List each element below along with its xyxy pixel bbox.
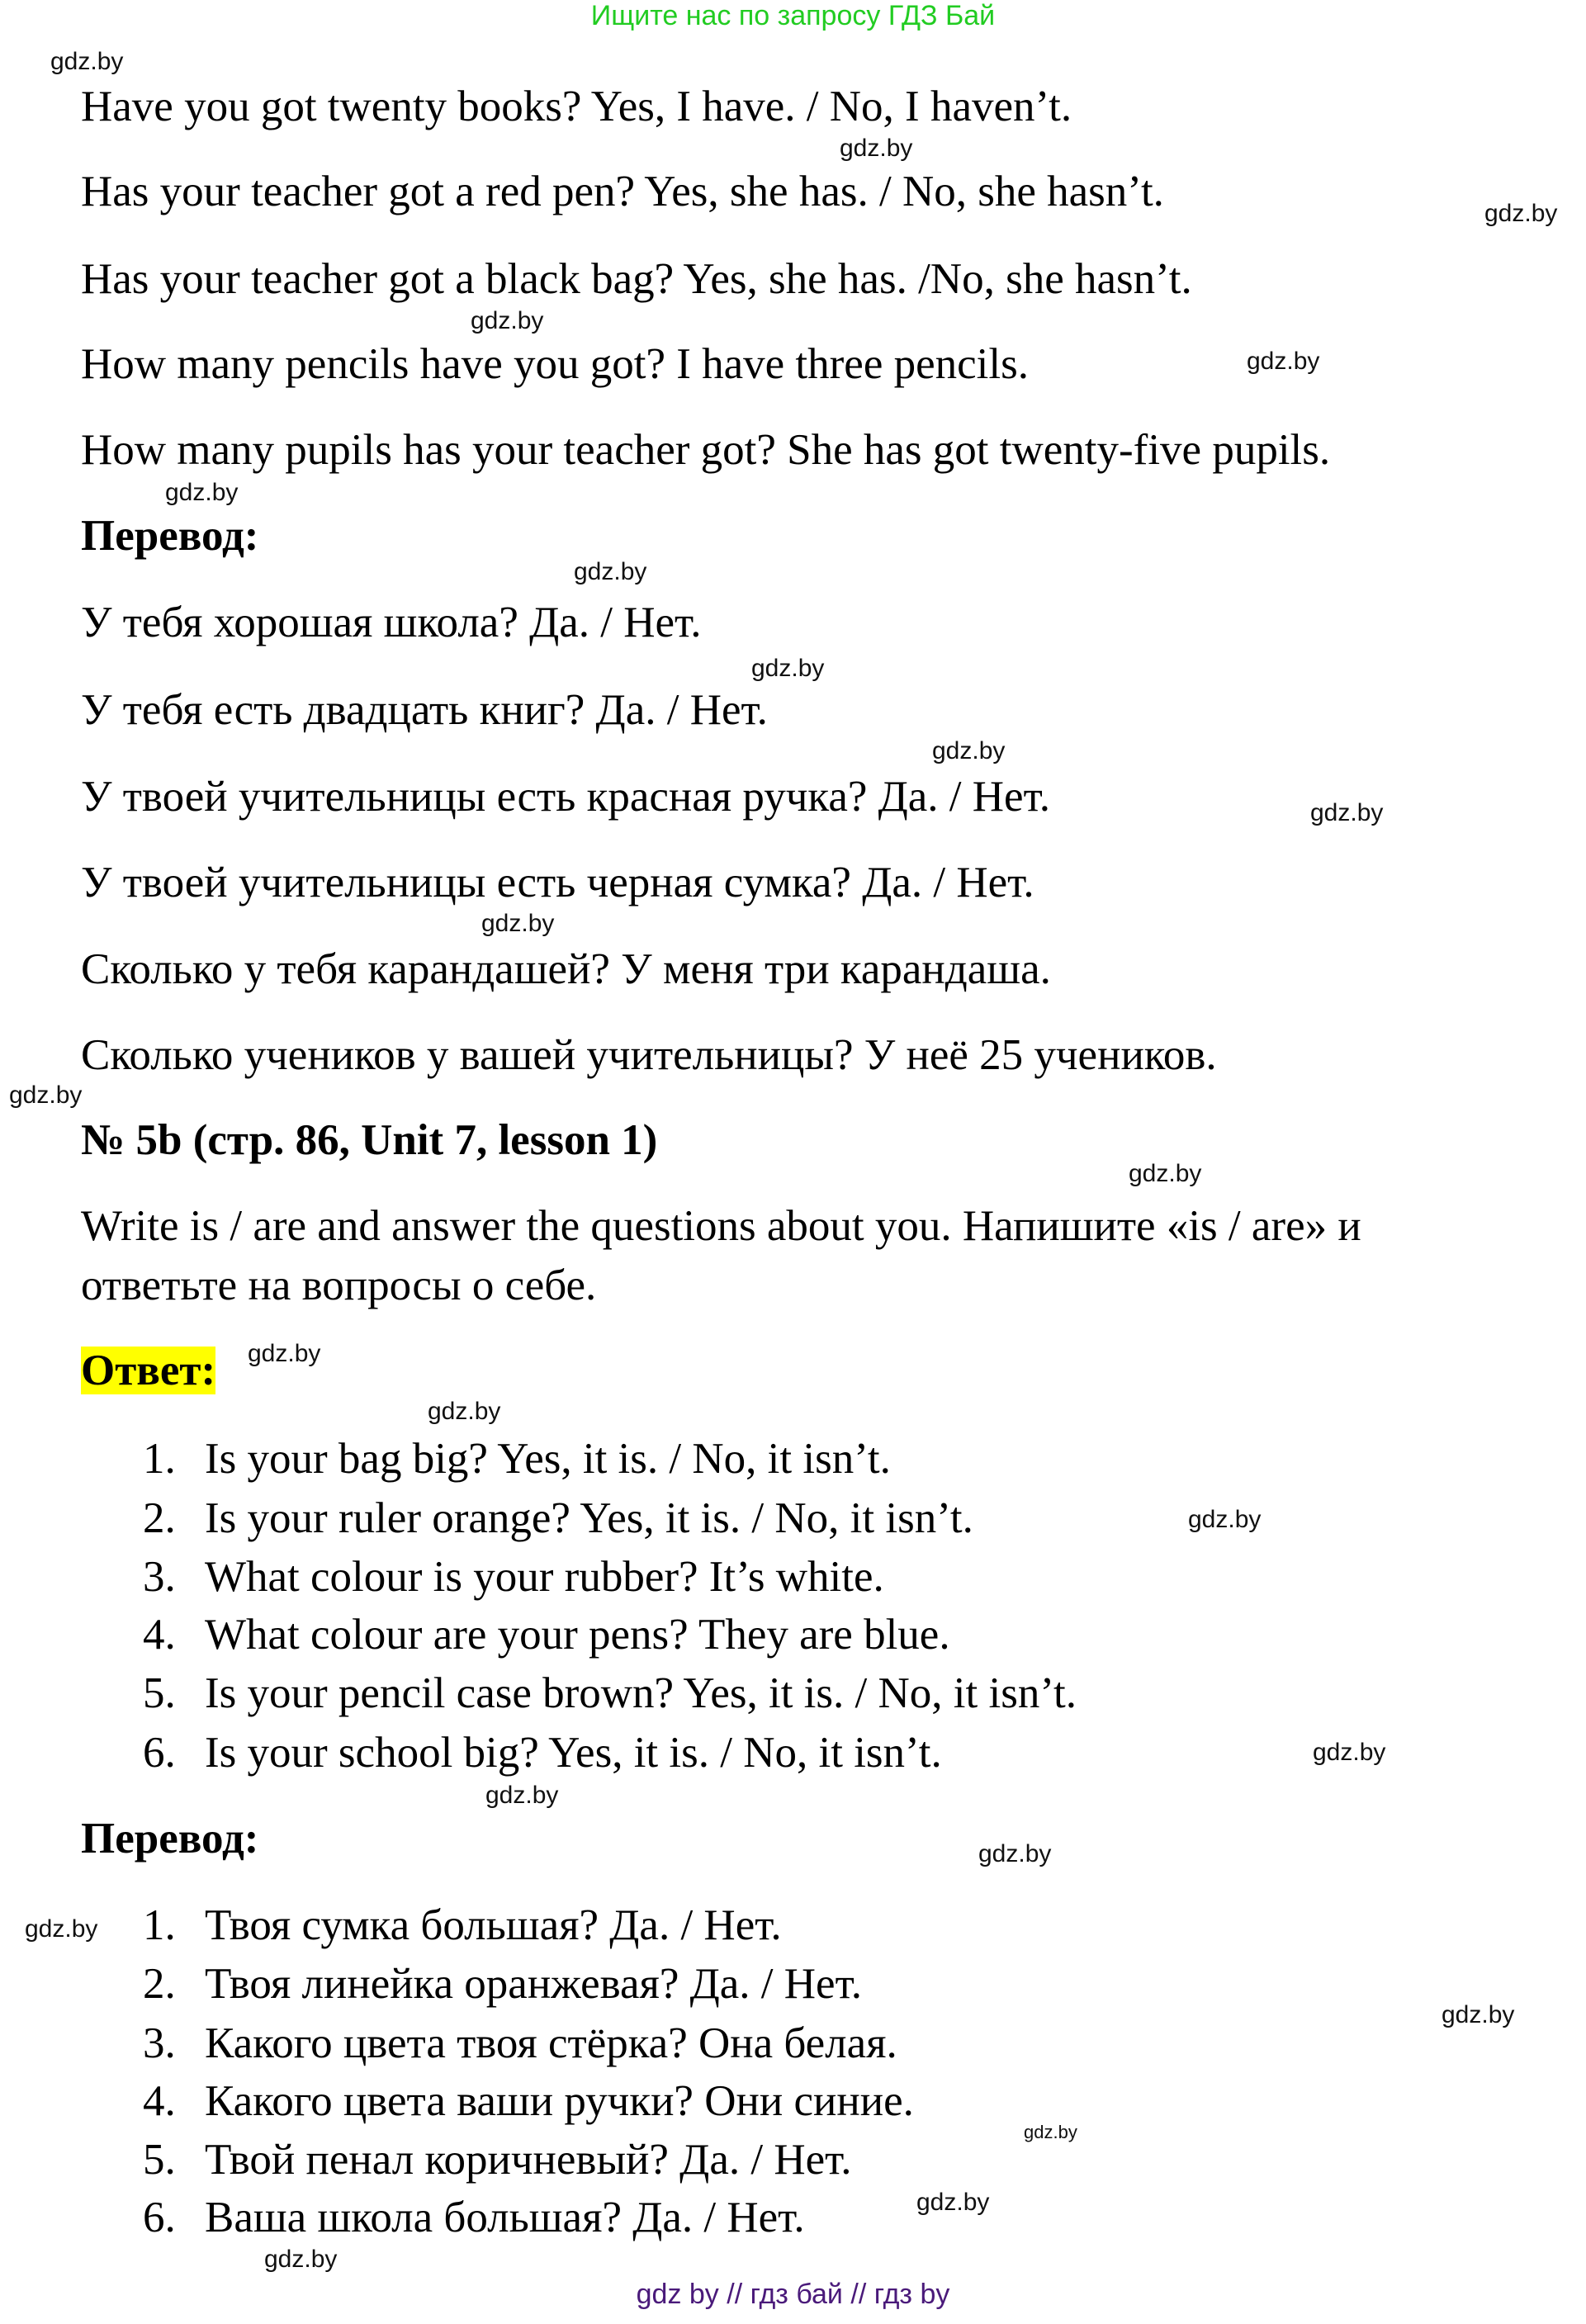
watermark: gdz.by: [916, 2189, 990, 2216]
answer-line: Has your teacher got a black bag? Yes, she has. /No, she hasn’t.: [81, 255, 1192, 303]
watermark: gdz.by: [9, 1082, 83, 1109]
answer-line: How many pencils have you got? I have three pencils.: [81, 340, 1029, 388]
list-item: Твой пенал коричневый? Да. / Нет.: [205, 2136, 852, 2184]
list-number: 3.: [143, 2019, 176, 2067]
watermark: gdz.by: [1129, 1160, 1202, 1187]
list-number: 4.: [143, 2077, 176, 2125]
translation-line: Сколько у тебя карандашей? У меня три карандаша.: [81, 945, 1051, 993]
watermark: gdz.by: [574, 558, 647, 585]
list-number: 1.: [143, 1901, 176, 1949]
list-number: 4.: [143, 1611, 176, 1659]
translation-heading: Перевод:: [81, 512, 259, 560]
watermark: gdz.by: [481, 910, 555, 937]
translation-line: У твоей учительницы есть черная сумка? Да. / Нет.: [81, 859, 1034, 906]
watermark: gdz.by: [25, 1915, 98, 1943]
exercise-title: № 5b (стр. 86, Unit 7, lesson 1): [81, 1116, 658, 1164]
list-item: Is your ruler orange? Yes, it is. / No, it isn’t.: [205, 1494, 973, 1542]
search-banner: Ищите нас по запросу ГДЗ Бай: [590, 0, 996, 31]
translation-heading: Перевод:: [81, 1815, 259, 1863]
list-item: Твоя сумка большая? Да. / Нет.: [205, 1901, 782, 1949]
task-text: ответьте на вопросы о себе.: [81, 1261, 597, 1309]
list-number: 6.: [143, 1729, 176, 1777]
answer-line: How many pupils has your teacher got? She has got twenty-five pupils.: [81, 426, 1331, 474]
watermark: gdz.by: [248, 1340, 321, 1367]
translation-line: У тебя есть двадцать книг? Да. / Нет.: [81, 686, 768, 734]
translation-line: Сколько учеников у вашей учительницы? У неё 25 учеников.: [81, 1031, 1217, 1079]
watermark: gdz.by: [264, 2246, 338, 2273]
watermark: gdz.by: [1310, 799, 1384, 826]
list-item: Ваша школа большая? Да. / Нет.: [205, 2194, 805, 2241]
watermark: gdz.by: [485, 1782, 559, 1809]
answer-label: Ответ:: [81, 1347, 216, 1394]
list-item: Какого цвета ваши ручки? Они синие.: [205, 2077, 914, 2125]
translation-line: У тебя хорошая школа? Да. / Нет.: [81, 599, 702, 646]
list-item: What colour are your pens? They are blue.: [205, 1611, 950, 1659]
watermark: gdz.by: [50, 48, 124, 75]
watermark: gdz.by: [1442, 2001, 1515, 2028]
translation-line: У твоей учительницы есть красная ручка? Да. / Нет.: [81, 773, 1050, 821]
watermark: gdz.by: [165, 479, 239, 506]
task-text: Write is / are and answer the questions about you. Напишите «is / are» и: [81, 1202, 1361, 1250]
watermark: gdz.by: [932, 737, 1006, 764]
footer-links: gdz by // гдз бай // гдз by: [636, 2279, 950, 2310]
watermark: gdz.by: [1188, 1506, 1262, 1533]
list-item: Is your bag big? Yes, it is. / No, it isn’t.: [205, 1435, 891, 1483]
list-item: Какого цвета твоя стёрка? Она белая.: [205, 2019, 897, 2067]
list-number: 1.: [143, 1435, 176, 1483]
list-item: What colour is your rubber? It’s white.: [205, 1553, 884, 1601]
answer-line: Has your teacher got a red pen? Yes, she has. / No, she hasn’t.: [81, 168, 1164, 215]
watermark: gdz.by: [1313, 1739, 1386, 1766]
list-item: Твоя линейка оранжевая? Да. / Нет.: [205, 1960, 863, 2008]
watermark: gdz.by: [751, 655, 825, 682]
watermark: gdz.by: [1024, 2122, 1077, 2142]
list-number: 3.: [143, 1553, 176, 1601]
watermark: gdz.by: [428, 1398, 501, 1425]
watermark: gdz.by: [978, 1840, 1052, 1867]
answer-line: Have you got twenty books? Yes, I have. / No, I haven’t.: [81, 83, 1072, 130]
watermark: gdz.by: [1484, 200, 1558, 227]
watermark: gdz.by: [1247, 348, 1320, 375]
watermark: gdz.by: [840, 135, 913, 162]
list-number: 2.: [143, 1494, 176, 1542]
list-number: 2.: [143, 1960, 176, 2008]
list-number: 5.: [143, 1669, 176, 1717]
list-item: Is your school big? Yes, it is. / No, it isn’t.: [205, 1729, 942, 1777]
list-number: 5.: [143, 2136, 176, 2184]
list-number: 6.: [143, 2194, 176, 2241]
list-item: Is your pencil case brown? Yes, it is. / No, it isn’t.: [205, 1669, 1077, 1717]
watermark: gdz.by: [471, 307, 544, 334]
